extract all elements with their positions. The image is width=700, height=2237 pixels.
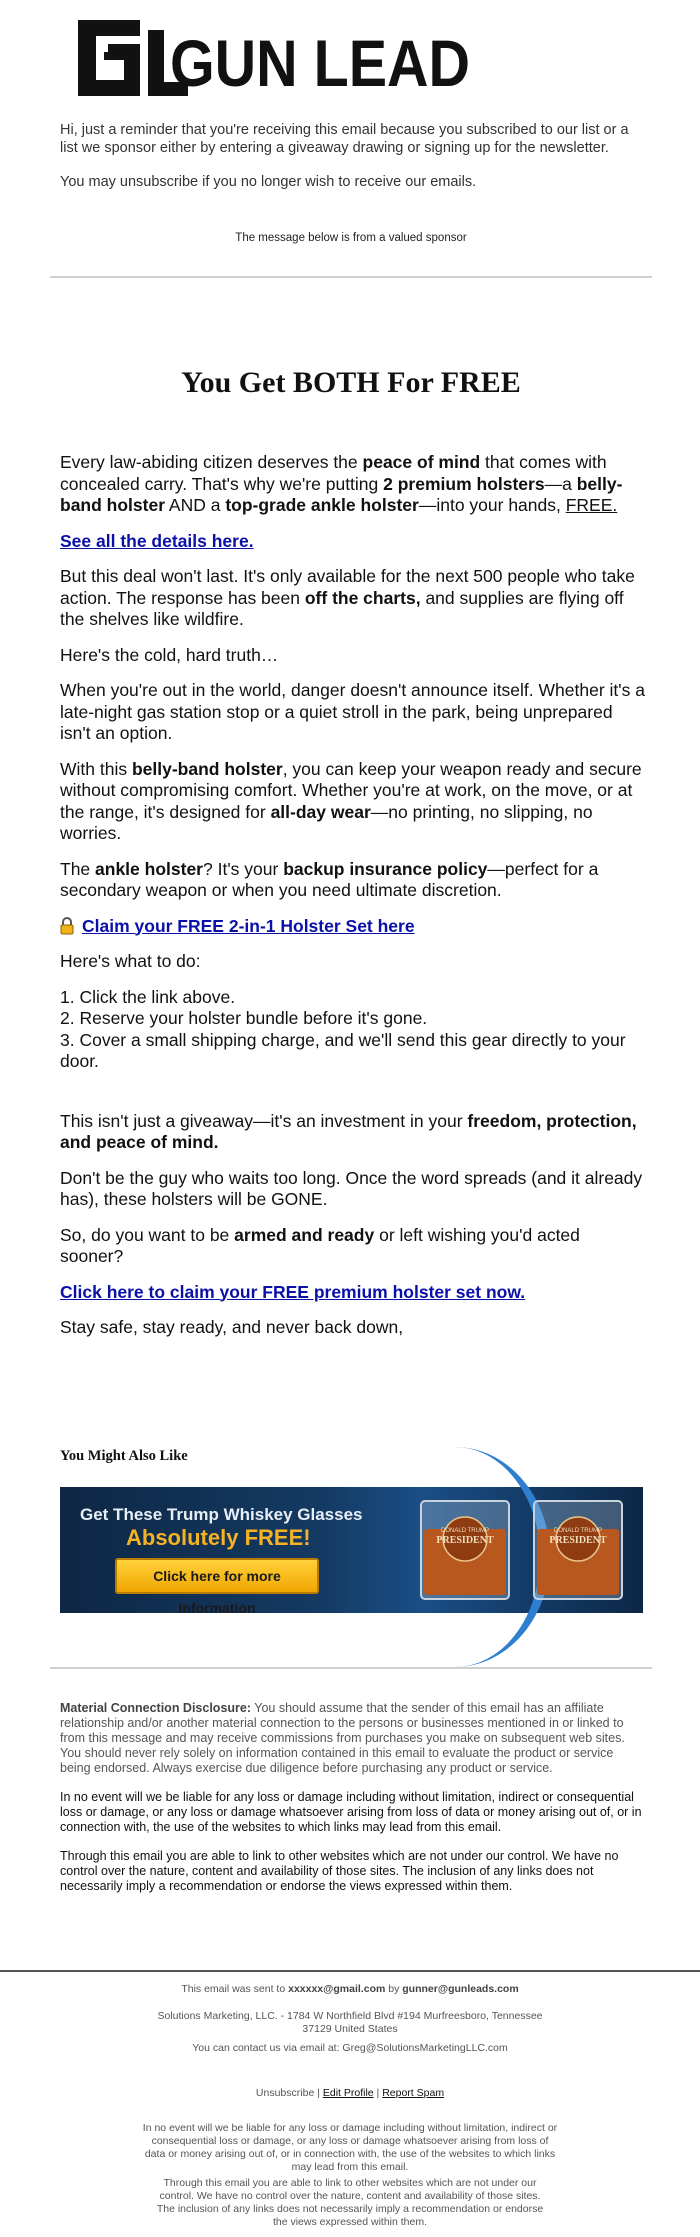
- investment-paragraph: This isn't just a giveaway—it's an investment in your freedom, protection, and peace of mind.: [60, 1110, 637, 1152]
- details-link[interactable]: See all the details here.: [60, 530, 254, 551]
- whiskey-glass-icon: [415, 1495, 515, 1607]
- banner-info-button[interactable]: Click here for more Information: [115, 1558, 319, 1594]
- step-item: 3. Cover a small shipping charge, and we'll send this gear directly to your door.: [60, 1029, 626, 1071]
- footer-links-notice: Through this email you are able to link to other websites which are not under our control. We have no control over the nature, content and availability of those sites. The inclusion of any links does not necessarily imply a recommendation or endorse the views expressed within them.: [156, 2177, 544, 2228]
- unsubscribe-link[interactable]: Unsubscribe: [255, 2087, 315, 2099]
- svg-text:PRESIDENT: PRESIDENT: [549, 1535, 607, 1546]
- brand-logo[interactable]: [70, 10, 470, 106]
- claim-holster-link[interactable]: Claim your FREE 2-in-1 Holster Set here: [82, 915, 415, 936]
- urgency-paragraph: But this deal won't last. It's only available for the next 500 people who take action. The response has been off the charts, and supplies are flying off the shelves like wildfire.: [60, 566, 635, 629]
- whiskey-glass-icon: [528, 1495, 628, 1607]
- steps-intro: Here's what to do:: [60, 951, 201, 971]
- recipient-email: xxxxxx@gmail.com: [288, 1983, 386, 1995]
- step-item: 2. Reserve your holster bundle before it's gone.: [60, 1008, 428, 1028]
- steps-list: [60, 987, 645, 1073]
- brand-name: GUN LEAD: [170, 26, 470, 100]
- banner-headline: Get These Trump Whiskey Glasses: [80, 1505, 363, 1524]
- headline: You Get BOTH For FREE: [181, 366, 521, 399]
- company-address: Solutions Marketing, LLC. - 1784 W Northfield Blvd #194 Murfreesboro, Tennessee 37129 United States: [157, 2010, 543, 2035]
- step-item: 1. Click the link above.: [60, 986, 236, 1007]
- svg-text:DONALD TRUMP: DONALD TRUMP: [441, 1528, 489, 1534]
- unsubscribe-note: You may unsubscribe if you no longer wish to receive our emails.: [60, 174, 477, 190]
- divider: [50, 276, 652, 278]
- claim-now-link[interactable]: Click here to claim your FREE premium holster set now.: [60, 1281, 526, 1302]
- intro-paragraph: Every law-abiding citizen deserves the peace of mind that comes with concealed carry. That's why we're putting 2 premium holsters—a belly-band holster AND a top-grade ankle holster—into your hands, FREE.: [60, 452, 623, 515]
- footer-divider: [0, 1970, 700, 1972]
- footer-liability: In no event will we be liable for any loss or damage including without limitation, indirect or consequential loss or damage, or any loss or damage whatsoever arising from loss of data or money arising out of, or in connection with, the use of the websites to which links may lead from this email.: [142, 2122, 558, 2173]
- footer-links: Unsubscribe | Edit Profile | Report Spam: [255, 2087, 445, 2099]
- signoff: Stay safe, stay ready, and never back down,: [60, 1317, 404, 1337]
- svg-text:PRESIDENT: PRESIDENT: [436, 1535, 494, 1546]
- edit-profile-link[interactable]: Edit Profile: [322, 2087, 374, 2099]
- danger-paragraph: When you're out in the world, danger doesn't announce itself. Whether it's a late-night gas station stop or a quiet stroll in the park, being unprepared isn't an option.: [60, 680, 645, 743]
- ankle-paragraph: The ankle holster? It's your backup insurance policy—perfect for a secondary weapon or when you need ultimate discretion.: [60, 858, 599, 900]
- email-body: [60, 452, 645, 1353]
- intro-section: [60, 121, 640, 207]
- contact-line: You can contact us via email at: Greg@SolutionsMarketingLLC.com: [192, 2042, 508, 2054]
- subscription-reminder: Hi, just a reminder that you're receiving this email because you subscribed to our list or a list we sponsor either by entering a giveaway drawing or signing up for the newsletter.: [60, 122, 629, 156]
- banner-subheadline: Absolutely FREE!: [126, 1525, 311, 1550]
- also-like-heading: You Might Also Like: [60, 1448, 188, 1464]
- sender-email: gunner@gunleads.com: [402, 1983, 519, 1995]
- material-disclosure: Material Connection Disclosure: You should assume that the sender of this email has an affiliate relationship and/or another material connection to the persons or businesses mentioned in or linked to from this message and may receive commissions from purchases you make on subsequent web sites. You should never rely solely on information contained in this email to evaluate the product or service being endorsed. Always exercise due diligence before purchasing any product or service.: [60, 1701, 625, 1775]
- external-links-notice: Through this email you are able to link to other websites which are not under our control. We have no control over the nature, content and availability of those sites. The inclusion of any links does not necessarily imply a recommendation or endorse the views expressed within them.: [60, 1849, 619, 1893]
- question-paragraph: So, do you want to be armed and ready or left wishing you'd acted sooner?: [60, 1224, 580, 1266]
- report-spam-link[interactable]: Report Spam: [382, 2087, 445, 2099]
- liability-notice: In no event will we be liable for any loss or damage including without limitation, indirect or consequential loss or damage, or any loss or damage whatsoever arising from loss of data or money arising out of, or in connection with, the use of the websites to which links may lead from this email.: [60, 1790, 642, 1834]
- disclosure-section: [60, 1701, 645, 1908]
- svg-text:DONALD TRUMP: DONALD TRUMP: [554, 1528, 602, 1534]
- lock-icon: [60, 917, 74, 935]
- divider: [50, 1667, 652, 1669]
- belly-band-paragraph: With this belly-band holster, you can keep your weapon ready and secure without compromising comfort. Whether you're at work, on the move, or at the range, it's designed for all-day wear—no printing, no slipping, no worries.: [60, 758, 642, 843]
- warning-paragraph: Don't be the guy who waits too long. Once the word spreads (and it already has), these holsters will be GONE.: [60, 1167, 643, 1209]
- whiskey-glasses-banner[interactable]: [60, 1487, 643, 1616]
- truth-line: Here's the cold, hard truth…: [60, 644, 279, 665]
- sponsor-note: The message below is from a valued sponsor: [235, 232, 467, 244]
- gl-logo-icon: [70, 10, 470, 106]
- sent-to-line: This email was sent to xxxxxx@gmail.com by gunner@gunleads.com: [181, 1983, 519, 1995]
